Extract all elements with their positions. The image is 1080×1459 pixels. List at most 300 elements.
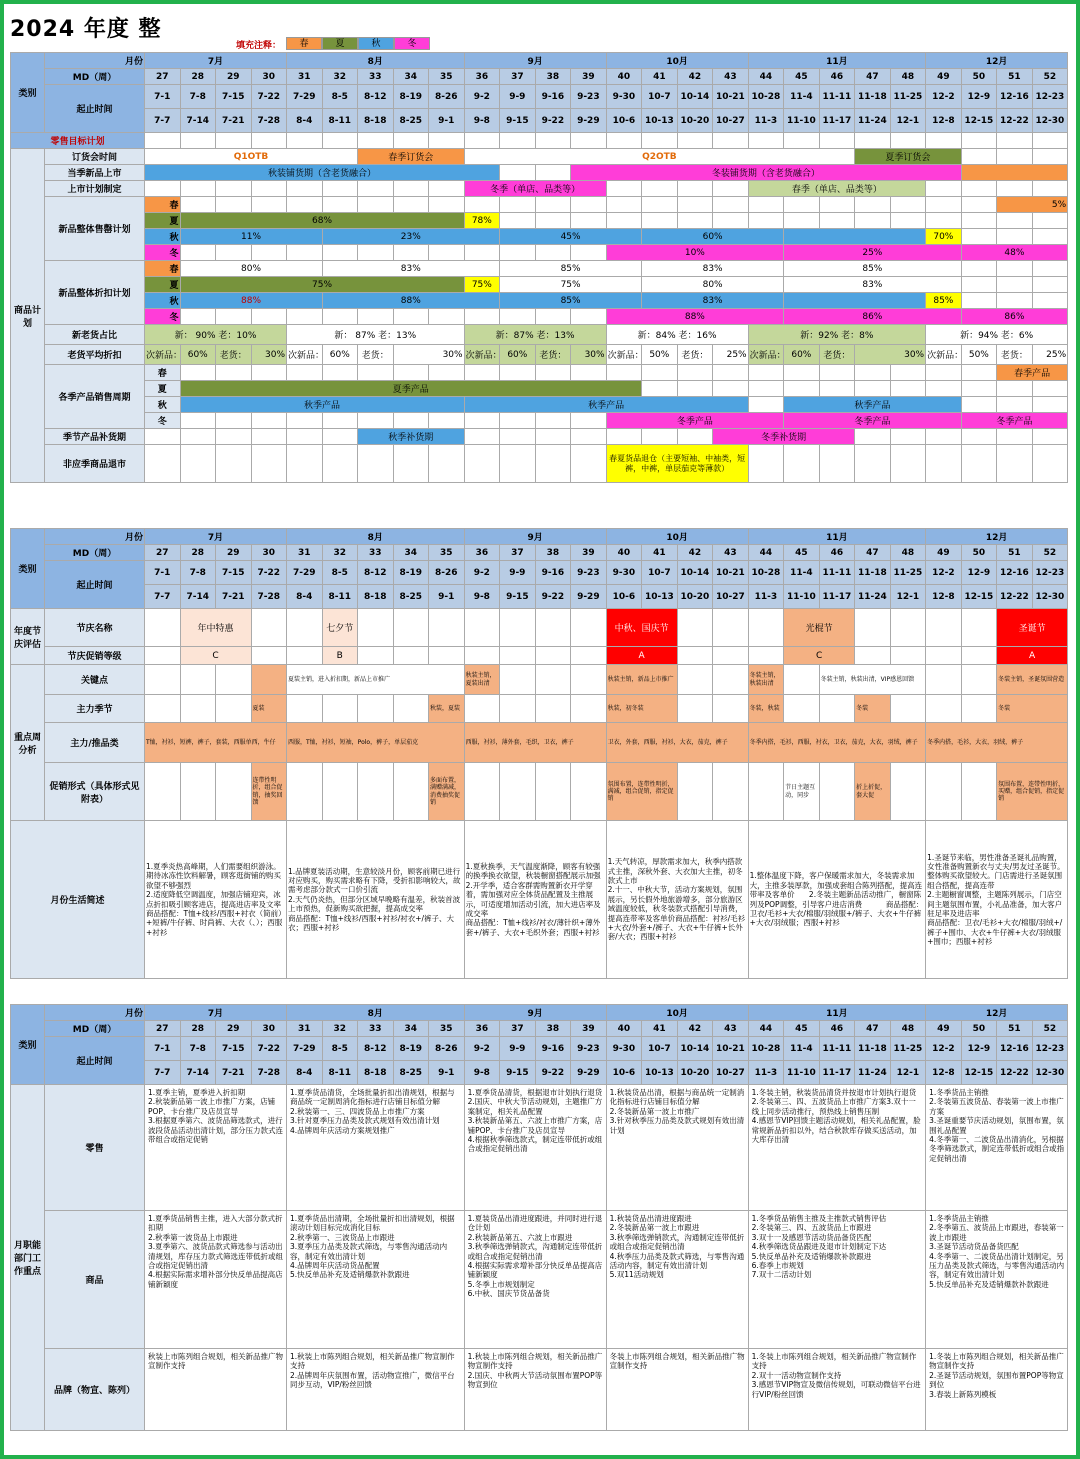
empty-cell bbox=[393, 197, 429, 213]
od-new-val: 60% bbox=[180, 345, 216, 365]
empty-cell bbox=[961, 647, 997, 665]
header-end: 12-22 bbox=[997, 1061, 1033, 1085]
newold-label: 新老货占比 bbox=[45, 325, 145, 345]
header-start: 9-23 bbox=[571, 1037, 607, 1061]
empty-cell bbox=[145, 665, 181, 695]
header-week: 36 bbox=[464, 69, 500, 85]
plan-cell: 秋装上市陈列组合规划，相关新品推广物宣制作支持 bbox=[145, 1349, 287, 1431]
empty-cell bbox=[180, 413, 216, 429]
empty-cell bbox=[322, 413, 358, 429]
offseason-label: 非应季商品退市 bbox=[45, 445, 145, 483]
header-week: 39 bbox=[571, 1021, 607, 1037]
empty-cell bbox=[606, 365, 642, 381]
header-week: 32 bbox=[322, 1021, 358, 1037]
header-week: 45 bbox=[784, 545, 820, 561]
empty-cell bbox=[748, 197, 784, 213]
empty-cell bbox=[287, 181, 323, 197]
header-end: 8-4 bbox=[287, 109, 323, 133]
header-week: 50 bbox=[961, 545, 997, 561]
empty-cell bbox=[961, 293, 997, 309]
header-end: 11-3 bbox=[748, 585, 784, 609]
header-month-label: 月份 bbox=[45, 529, 145, 545]
header-week: 30 bbox=[251, 1021, 287, 1037]
header-month: 10月 bbox=[606, 529, 748, 545]
header-end: 7-14 bbox=[180, 109, 216, 133]
header-start: 7-29 bbox=[287, 561, 323, 585]
empty-cell bbox=[677, 429, 713, 445]
empty-cell bbox=[571, 647, 607, 665]
plan-cell: 冬装 bbox=[855, 695, 891, 723]
plan-cell: 11% bbox=[180, 229, 322, 245]
plan-cell: 冬季产品 bbox=[784, 413, 962, 429]
empty-cell bbox=[216, 309, 252, 325]
empty-cell bbox=[713, 647, 749, 665]
empty-cell bbox=[677, 181, 713, 197]
header-start: 12-23 bbox=[1032, 1037, 1068, 1061]
header-end: 8-11 bbox=[322, 585, 358, 609]
empty-cell bbox=[429, 245, 465, 261]
plan-cell: 45% bbox=[500, 229, 642, 245]
plan-cell: 年中特惠 bbox=[180, 609, 251, 647]
empty-cell bbox=[748, 381, 784, 397]
empty-cell bbox=[642, 381, 678, 397]
header-week: 52 bbox=[1032, 545, 1068, 561]
empty-cell bbox=[606, 197, 642, 213]
retail-label: 零售 bbox=[45, 1085, 145, 1211]
plan-cell: 夏装 bbox=[251, 695, 287, 723]
empty-cell bbox=[535, 165, 571, 181]
empty-cell bbox=[819, 695, 855, 723]
empty-cell bbox=[251, 365, 287, 381]
empty-cell bbox=[571, 245, 607, 261]
empty-cell bbox=[677, 763, 713, 821]
sellout-spring: 春 bbox=[145, 197, 181, 213]
empty-cell bbox=[677, 365, 713, 381]
empty-cell bbox=[464, 413, 500, 429]
header-end: 9-22 bbox=[535, 109, 571, 133]
plan-cell: 中秋、国庆节 bbox=[606, 609, 677, 647]
empty-cell bbox=[464, 609, 500, 647]
header-start: 11-11 bbox=[819, 85, 855, 109]
empty-cell bbox=[464, 429, 500, 445]
plan-cell: 5% bbox=[997, 197, 1068, 213]
header-start: 10-14 bbox=[677, 561, 713, 585]
plan-cell: 86% bbox=[784, 309, 962, 325]
empty-cell bbox=[926, 197, 962, 213]
od-new-label: 次新品： bbox=[748, 345, 784, 365]
plan-cell: 1.冬季货品销售主推及主推款式销售评估 2.冬装第三、四、五波货品上市跟进 3.双十一及感恩节活动货品备货匹配 4.秋季筛选货品跟进及退市计划制定下达 5.快反单品补充及适销爆款补款跟进 6.春季上市规划 7.双十二活动计划 bbox=[748, 1211, 926, 1349]
empty-cell bbox=[961, 445, 997, 483]
plan-cell: B bbox=[322, 647, 358, 665]
empty-cell bbox=[961, 181, 997, 197]
header-start: 7-22 bbox=[251, 1037, 287, 1061]
header-start: 8-26 bbox=[429, 85, 465, 109]
plan-cell: 冬装主销，圣诞氛围营造 bbox=[997, 665, 1068, 695]
empty-cell bbox=[997, 277, 1033, 293]
empty-cell bbox=[393, 365, 429, 381]
header-start: 9-2 bbox=[464, 1037, 500, 1061]
empty-cell bbox=[784, 695, 820, 723]
header-week: 41 bbox=[642, 545, 678, 561]
header-end: 12-15 bbox=[961, 109, 997, 133]
header-week: 51 bbox=[997, 1021, 1033, 1037]
header-end: 10-20 bbox=[677, 1061, 713, 1085]
plan-cell bbox=[784, 229, 926, 245]
empty-cell bbox=[890, 197, 926, 213]
plan-cell: 秋季产品 bbox=[464, 397, 748, 413]
plan-cell: 60% bbox=[642, 229, 784, 245]
key-point-label: 关键点 bbox=[45, 665, 145, 695]
empty-cell bbox=[1032, 133, 1068, 149]
header-end: 12-15 bbox=[961, 585, 997, 609]
header-end: 12-30 bbox=[1032, 109, 1068, 133]
od-old-label: 老货： bbox=[997, 345, 1033, 365]
header-start: 12-2 bbox=[926, 1037, 962, 1061]
plan-cell: 68% bbox=[180, 213, 464, 229]
header-start: 10-14 bbox=[677, 85, 713, 109]
empty-cell bbox=[180, 181, 216, 197]
header-start: 11-11 bbox=[819, 1037, 855, 1061]
header-start: 8-19 bbox=[393, 561, 429, 585]
header-end: 8-11 bbox=[322, 1061, 358, 1085]
empty-cell bbox=[180, 197, 216, 213]
od-new-label: 次新品： bbox=[464, 345, 500, 365]
empty-cell bbox=[855, 365, 891, 381]
empty-cell bbox=[926, 429, 962, 445]
header-week: 47 bbox=[855, 545, 891, 561]
empty-cell bbox=[251, 445, 287, 483]
header-week: 32 bbox=[322, 545, 358, 561]
empty-cell bbox=[890, 381, 926, 397]
plan-cell: 秋装主销，新品上市推广 bbox=[606, 665, 677, 695]
header-end: 12-22 bbox=[997, 585, 1033, 609]
empty-cell bbox=[500, 429, 536, 445]
empty-cell bbox=[819, 213, 855, 229]
empty-cell bbox=[997, 293, 1033, 309]
header-start: 9-16 bbox=[535, 561, 571, 585]
empty-cell bbox=[216, 695, 252, 723]
plan-cell: 光棍节 bbox=[784, 609, 855, 647]
header-week: 49 bbox=[926, 545, 962, 561]
header-week: 33 bbox=[358, 69, 394, 85]
empty-cell bbox=[819, 197, 855, 213]
empty-cell bbox=[926, 665, 962, 695]
empty-cell bbox=[784, 197, 820, 213]
header-start: 11-18 bbox=[855, 85, 891, 109]
empty-cell bbox=[500, 197, 536, 213]
plan-cell: 卫衣，外套，西服，衬衫，大衣，茄克，裤子 bbox=[606, 723, 748, 763]
plan-cell: 夏季产品 bbox=[180, 381, 642, 397]
empty-cell bbox=[961, 149, 997, 165]
plan-cell: 西服，衬衫，薄外套，毛织，卫衣，裤子 bbox=[464, 723, 606, 763]
empty-cell bbox=[180, 695, 216, 723]
empty-cell bbox=[180, 445, 216, 483]
header-start: 9-30 bbox=[606, 1037, 642, 1061]
header-start: 10-7 bbox=[642, 85, 678, 109]
empty-cell bbox=[287, 763, 323, 821]
plan-cell: 86% bbox=[961, 309, 1068, 325]
od-new-label: 次新品： bbox=[606, 345, 642, 365]
empty-cell bbox=[145, 647, 181, 665]
plan-cell: 冬装主销，秋装出清 bbox=[748, 665, 784, 695]
product-plan-table bbox=[10, 52, 1068, 483]
empty-cell bbox=[145, 181, 181, 197]
header-end: 11-17 bbox=[819, 109, 855, 133]
empty-cell bbox=[1032, 181, 1068, 197]
header-start: 9-9 bbox=[500, 85, 536, 109]
plan-cell: 1.整体温度下降，客户保暖需求加大，冬装需求加大，主推多装厚款，加强成套组合陈列搭配，提高连带率及客单价 2.冬装主题新品活动推广，橱窗陈列及POP调整，引导客户进店消费 商品搭配：卫衣/毛衫+大衣/棉服/羽绒服+/裤子、大衣+牛仔裤+大衣/羽绒服；西服+衬衫 bbox=[748, 821, 926, 979]
header-week: 43 bbox=[713, 1021, 749, 1037]
header-week: 31 bbox=[287, 1021, 323, 1037]
empty-cell bbox=[926, 763, 962, 821]
header-start: 7-8 bbox=[180, 85, 216, 109]
empty-cell bbox=[748, 133, 784, 149]
header-start: 12-16 bbox=[997, 561, 1033, 585]
header-start: 10-21 bbox=[713, 561, 749, 585]
plan-cell: 新：84% 老：16% bbox=[606, 325, 748, 345]
header-end: 7-7 bbox=[145, 1061, 181, 1085]
header-start: 9-2 bbox=[464, 85, 500, 109]
plan-cell: 夏装主销，进入折扣期，新品上市推广 bbox=[287, 665, 465, 695]
empty-cell bbox=[571, 763, 607, 821]
empty-cell bbox=[1032, 293, 1068, 309]
plan-cell: 春季（单店、品类等） bbox=[748, 181, 926, 197]
plan-cell: 25% bbox=[784, 245, 962, 261]
header-end: 9-22 bbox=[535, 585, 571, 609]
empty-cell bbox=[819, 365, 855, 381]
empty-cell bbox=[322, 763, 358, 821]
plan-cell: 78% bbox=[464, 213, 500, 229]
discount-spring: 春 bbox=[145, 261, 181, 277]
od-old-val: 30% bbox=[251, 345, 287, 365]
header-week: 48 bbox=[890, 1021, 926, 1037]
empty-cell bbox=[961, 695, 997, 723]
empty-cell bbox=[855, 197, 891, 213]
plan-cell: 新：94% 老：6% bbox=[926, 325, 1068, 345]
empty-cell bbox=[500, 213, 536, 229]
plan-cell: 1.冬季货品主销推 2.冬季第五、波货品上市跟进，春装第一波上市跟进 3.圣诞节活动货品备货匹配 4.冬季第一、二波货品出清计划制定，另压力品类及款式筛选，与零售沟通活动内容，制定有效出清计划 5.快反单品补充及适销爆款补款跟进 bbox=[926, 1211, 1068, 1349]
restock-label: 季节产品补货期 bbox=[45, 429, 145, 445]
header-week: 40 bbox=[606, 1021, 642, 1037]
header-md: MD（周） bbox=[45, 1021, 145, 1037]
empty-cell bbox=[642, 213, 678, 229]
empty-cell bbox=[642, 181, 678, 197]
empty-cell bbox=[997, 181, 1033, 197]
od-old-val: 25% bbox=[1032, 345, 1068, 365]
header-week: 52 bbox=[1032, 69, 1068, 85]
empty-cell bbox=[358, 181, 394, 197]
empty-cell bbox=[500, 763, 536, 821]
header-start: 10-28 bbox=[748, 1037, 784, 1061]
header-end: 10-13 bbox=[642, 109, 678, 133]
goods-plan-category: 商品计划 bbox=[11, 149, 45, 483]
empty-cell bbox=[429, 181, 465, 197]
empty-cell bbox=[890, 695, 926, 723]
header-start: 11-4 bbox=[784, 85, 820, 109]
header-end: 7-21 bbox=[216, 1061, 252, 1085]
empty-cell bbox=[713, 181, 749, 197]
empty-cell bbox=[145, 609, 181, 647]
discount-label: 新品整体折扣计划 bbox=[45, 261, 145, 325]
empty-cell bbox=[216, 181, 252, 197]
header-month: 10月 bbox=[606, 53, 748, 69]
empty-cell bbox=[500, 695, 536, 723]
header-start: 8-26 bbox=[429, 1037, 465, 1061]
empty-cell bbox=[890, 647, 926, 665]
empty-cell bbox=[713, 213, 749, 229]
empty-cell bbox=[464, 309, 500, 325]
empty-cell bbox=[713, 763, 749, 821]
header-end: 12-15 bbox=[961, 1061, 997, 1085]
od-new-val: 60% bbox=[784, 345, 820, 365]
empty-cell bbox=[464, 245, 500, 261]
header-week: 33 bbox=[358, 1021, 394, 1037]
empty-cell bbox=[890, 763, 926, 821]
header-end: 9-15 bbox=[500, 585, 536, 609]
empty-cell bbox=[358, 695, 394, 723]
plan-cell: 1.秋装上市陈列组合规划，相关新品推广物宣制作支持 2.品牌周年庆氛围布置，活动物宣推广，微信平台同步互动，VIP/粉丝回馈 bbox=[287, 1349, 465, 1431]
header-start: 9-23 bbox=[571, 85, 607, 109]
sellout-winter: 冬 bbox=[145, 245, 181, 261]
empty-cell bbox=[535, 309, 571, 325]
department-table bbox=[10, 1004, 1068, 1431]
od-new-val: 60% bbox=[500, 345, 536, 365]
header-end: 9-8 bbox=[464, 1061, 500, 1085]
empty-cell bbox=[500, 413, 536, 429]
header-start: 12-16 bbox=[997, 85, 1033, 109]
empty-cell bbox=[251, 609, 287, 647]
empty-cell bbox=[216, 413, 252, 429]
empty-cell bbox=[216, 245, 252, 261]
plan-cell: C bbox=[180, 647, 251, 665]
plan-cell: 85% bbox=[500, 261, 642, 277]
empty-cell bbox=[322, 309, 358, 325]
plan-cell: 88% bbox=[180, 293, 322, 309]
plan-cell: 多面布置，满赠满减，消费抽奖促销 bbox=[429, 763, 465, 821]
header-start: 7-15 bbox=[216, 561, 252, 585]
header-category: 类别 bbox=[11, 1005, 45, 1085]
empty-cell bbox=[926, 133, 962, 149]
empty-cell bbox=[606, 429, 642, 445]
plan-cell: 70% bbox=[926, 229, 962, 245]
header-end: 10-27 bbox=[713, 1061, 749, 1085]
header-start: 12-16 bbox=[997, 1037, 1033, 1061]
header-end: 10-27 bbox=[713, 585, 749, 609]
header-month: 11月 bbox=[748, 1005, 926, 1021]
header-start: 12-2 bbox=[926, 561, 962, 585]
empty-cell bbox=[961, 609, 997, 647]
empty-cell bbox=[464, 365, 500, 381]
empty-cell bbox=[393, 647, 429, 665]
legend-spring: 春 bbox=[286, 37, 322, 50]
empty-cell bbox=[926, 213, 962, 229]
header-md: MD（周） bbox=[45, 545, 145, 561]
empty-cell bbox=[535, 445, 571, 483]
empty-cell bbox=[642, 197, 678, 213]
od-old-label: 老货： bbox=[535, 345, 571, 365]
empty-cell bbox=[926, 647, 962, 665]
header-end: 11-3 bbox=[748, 109, 784, 133]
plan-cell: 秋装，夏装 bbox=[429, 695, 465, 723]
empty-cell bbox=[216, 197, 252, 213]
header-month: 12月 bbox=[926, 1005, 1068, 1021]
empty-cell bbox=[393, 763, 429, 821]
plan-cell: A bbox=[997, 647, 1068, 665]
empty-cell bbox=[358, 309, 394, 325]
empty-cell bbox=[358, 445, 394, 483]
plan-cell: 冬装上市陈列组合规划，相关新品推广物宣制作支持 bbox=[606, 1349, 748, 1431]
cycle-summer: 夏 bbox=[145, 381, 181, 397]
plan-cell: 冬装主销，秋装出清，VIP感恩回馈 bbox=[819, 665, 926, 695]
plan-cell: 圣诞节 bbox=[997, 609, 1068, 647]
header-week: 36 bbox=[464, 545, 500, 561]
header-start: 8-19 bbox=[393, 85, 429, 109]
header-start: 12-9 bbox=[961, 85, 997, 109]
empty-cell bbox=[784, 381, 820, 397]
plan-cell: 1.天气转凉，厚款需求加大，秋季内搭款式主推，深秋外套、大衣加大主推，初冬款式上市 2.十一、中秋大节，活动方案规划，氛围展示，另长假外地旅游增多，部分旅游区域温度较低，秋冬装款式搭配引导消费，提高连带率及客单价商品搭配：衬衫/毛衫+大衣/外套+/裤子、大衣+牛仔裤+长外套/大衣；西服+衬衫 bbox=[606, 821, 748, 979]
empty-cell bbox=[713, 133, 749, 149]
empty-cell bbox=[571, 445, 607, 483]
empty-cell bbox=[571, 213, 607, 229]
empty-cell bbox=[1032, 381, 1068, 397]
plan-cell: 春季产品 bbox=[997, 365, 1068, 381]
plan-cell: 83% bbox=[322, 261, 500, 277]
empty-cell bbox=[464, 647, 500, 665]
plan-cell: 春季订货会 bbox=[358, 149, 465, 165]
header-week: 44 bbox=[748, 69, 784, 85]
discount-autumn: 秋 bbox=[145, 293, 181, 309]
empty-cell bbox=[287, 413, 323, 429]
header-end: 7-21 bbox=[216, 109, 252, 133]
empty-cell bbox=[180, 245, 216, 261]
plan-cell: 10% bbox=[606, 245, 784, 261]
empty-cell bbox=[429, 609, 465, 647]
plan-cell: 1.夏季货品出清期，全场批量折扣出清规划，根据滚动计划目标完成消化目标 2.秋季第一、三波货品上市跟进 3.夏季压力品类及款式筛选，与零售沟通活动内容，制定有效出清计划 4.品牌周年庆活动货品配置 5.快反单品补充及适销爆款补款跟进 bbox=[287, 1211, 465, 1349]
header-week: 39 bbox=[571, 545, 607, 561]
empty-cell bbox=[429, 647, 465, 665]
empty-cell bbox=[997, 229, 1033, 245]
empty-cell bbox=[251, 429, 287, 445]
header-end: 11-24 bbox=[855, 585, 891, 609]
empty-cell bbox=[677, 647, 713, 665]
empty-cell bbox=[748, 647, 784, 665]
header-md: MD（周） bbox=[45, 69, 145, 85]
empty-cell bbox=[180, 429, 216, 445]
header-end: 7-14 bbox=[180, 1061, 216, 1085]
header-end: 11-17 bbox=[819, 585, 855, 609]
header-week: 40 bbox=[606, 545, 642, 561]
empty-cell bbox=[145, 133, 181, 149]
main-product-label: 主力/推品类 bbox=[45, 723, 145, 763]
empty-cell bbox=[606, 181, 642, 197]
empty-cell bbox=[571, 429, 607, 445]
plan-cell: 折上折促，套大促 bbox=[855, 763, 891, 821]
header-month-label: 月份 bbox=[45, 53, 145, 69]
empty-cell bbox=[464, 763, 500, 821]
plan-cell: 秋装主销，夏装出清 bbox=[464, 665, 500, 695]
empty-cell bbox=[464, 197, 500, 213]
empty-cell bbox=[429, 413, 465, 429]
header-week: 32 bbox=[322, 69, 358, 85]
empty-cell bbox=[287, 133, 323, 149]
empty-cell bbox=[535, 245, 571, 261]
empty-cell bbox=[251, 309, 287, 325]
plan-cell: 新： 87% 老：13% bbox=[287, 325, 465, 345]
header-end: 9-15 bbox=[500, 1061, 536, 1085]
empty-cell bbox=[606, 133, 642, 149]
empty-cell bbox=[251, 197, 287, 213]
header-week: 49 bbox=[926, 69, 962, 85]
